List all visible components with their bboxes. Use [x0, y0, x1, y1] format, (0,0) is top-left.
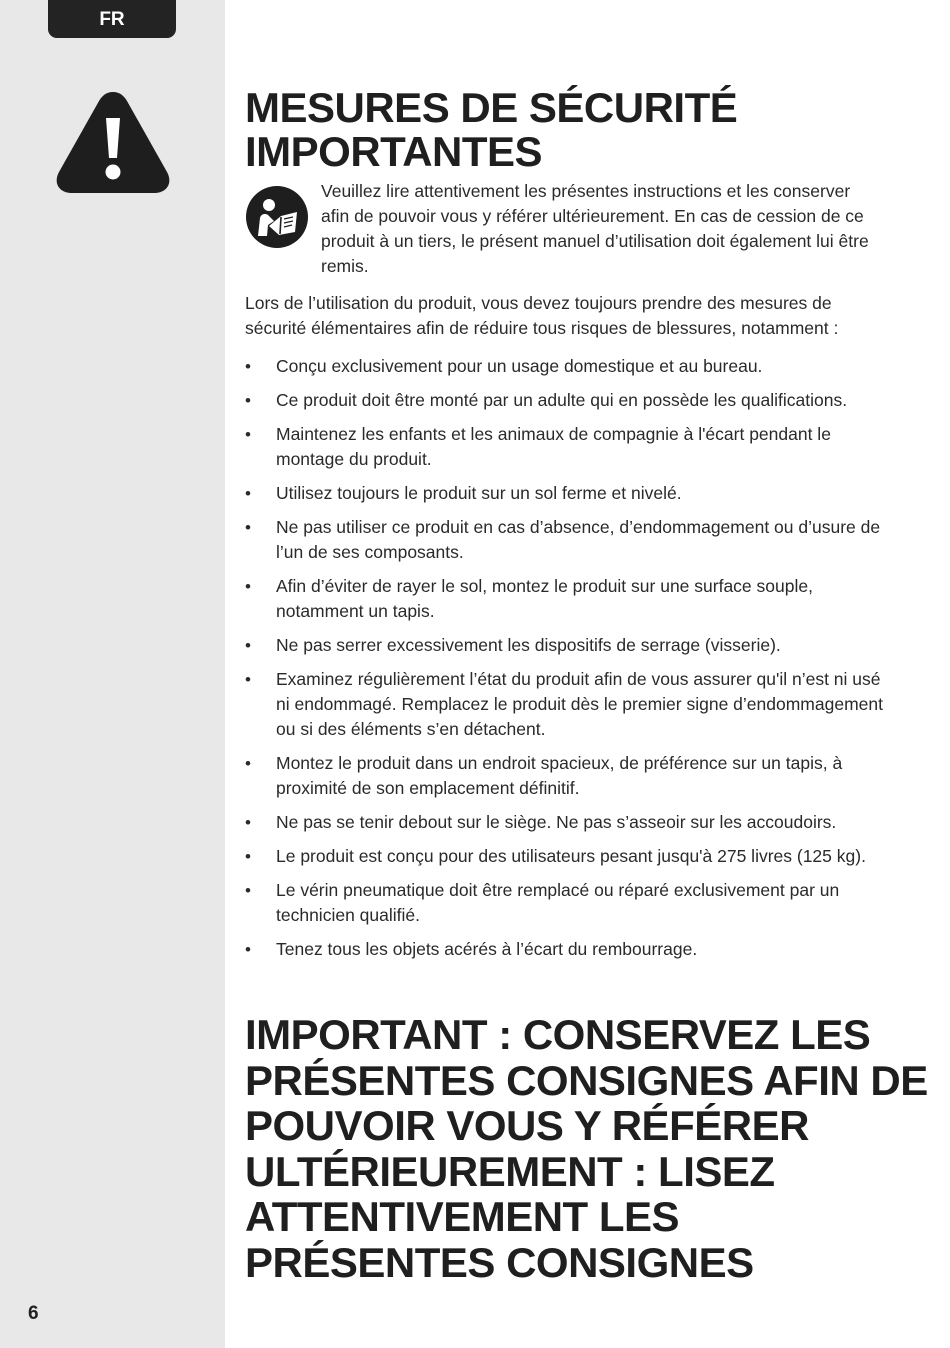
list-item: [245, 422, 895, 472]
bullet-icon: •: [245, 670, 251, 689]
warning-triangle-icon: [54, 88, 172, 196]
list-item: [245, 481, 895, 506]
list-item: [245, 810, 895, 835]
list-item-text: Le produit est conçu pour des utilisateurs pesant jusqu'à 275 livres (125 kg).: [276, 846, 866, 866]
list-item: [245, 937, 895, 962]
closing-notice: IMPORTANT : CONSERVEZ LES PRÉSENTES CONSIGNES AFIN DE POUVOIR VOUS Y RÉFÉRER ULTÉRIEUREMENT : LISEZ ATTENTIVEMENT LES PRÉSENTES CONSIGNES: [245, 1011, 928, 1286]
list-item-text: Ne pas serrer excessivement les dispositifs de serrage (visserie).: [276, 635, 781, 655]
bullet-icon: •: [245, 391, 251, 410]
language-tab: FR: [48, 0, 176, 38]
list-item: [245, 633, 895, 658]
list-item-text: Le vérin pneumatique doit être remplacé ou réparé exclusivement par un technicien qualifié.: [276, 880, 840, 925]
page-title: MESURES DE SÉCURITÉ IMPORTANTES: [245, 84, 738, 175]
lead-paragraph: Lors de l’utilisation du produit, vous devez toujours prendre des mesures de sécurité élémentaires afin de réduire tous risques de blessures, notamment :: [245, 293, 839, 338]
list-item: [245, 751, 895, 801]
list-item-text: Afin d’éviter de rayer le sol, montez le produit sur une surface souple, notamment un tapis.: [276, 576, 813, 621]
bullet-icon: •: [245, 813, 251, 832]
list-item-text: Ne pas se tenir debout sur le siège. Ne pas s’asseoir sur les accoudoirs.: [276, 812, 837, 832]
page-number: 6: [28, 1303, 39, 1324]
bullet-icon: •: [245, 636, 251, 655]
bullet-icon: •: [245, 847, 251, 866]
bullet-icon: •: [245, 577, 251, 596]
list-item-text: Ce produit doit être monté par un adulte qui en possède les qualifications.: [276, 390, 848, 410]
bullet-icon: •: [245, 881, 251, 900]
safety-rules-list: [245, 354, 895, 971]
list-item-text: Maintenez les enfants et les animaux de compagnie à l'écart pendant le montage du produit.: [276, 424, 831, 469]
bullet-icon: •: [245, 425, 251, 444]
bullet-icon: •: [245, 940, 251, 959]
list-item-text: Tenez tous les objets acérés à l’écart du rembourrage.: [276, 939, 698, 959]
list-item: [245, 844, 895, 869]
sidebar: [0, 0, 225, 1348]
list-item-text: Montez le produit dans un endroit spacieux, de préférence sur un tapis, à proximité de son emplacement définitif.: [276, 753, 843, 798]
intro-paragraph: Veuillez lire attentivement les présentes instructions et les conserver afin de pouvoir vous y référer ultérieurement. En cas de cession de ce produit à un tiers, le présent manuel d’utilisation doit également lui être remis.: [321, 181, 869, 276]
list-item: [245, 354, 895, 379]
list-item: [245, 515, 895, 565]
list-item: [245, 388, 895, 413]
list-item-text: Conçu exclusivement pour un usage domestique et au bureau.: [276, 356, 763, 376]
list-item-text: Utilisez toujours le produit sur un sol ferme et nivelé.: [276, 483, 682, 503]
list-item: [245, 667, 895, 742]
bullet-icon: •: [245, 754, 251, 773]
bullet-icon: •: [245, 484, 251, 503]
list-item: [245, 878, 895, 928]
bullet-icon: •: [245, 357, 251, 376]
bullet-icon: •: [245, 518, 251, 537]
list-item-text: Examinez régulièrement l’état du produit afin de vous assurer qu'il n’est ni usé ni endommagé. Remplacez le produit dès le premier signe d’endommagement ou si des éléments s’en détachent.: [276, 669, 883, 739]
list-item-text: Ne pas utiliser ce produit en cas d’absence, d’endommagement ou d’usure de l’un de ses composants.: [276, 517, 881, 562]
list-item: [245, 574, 895, 624]
read-manual-icon: [243, 186, 311, 248]
